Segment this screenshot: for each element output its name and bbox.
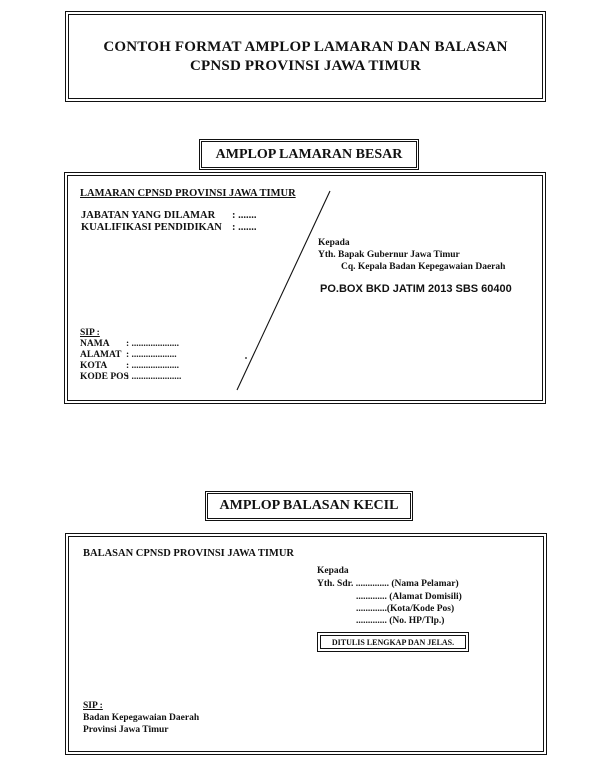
sender-alamat-label: ALAMAT <box>80 350 122 360</box>
sender-kodepos-value: : ..................... <box>126 372 182 382</box>
note-box <box>317 632 469 652</box>
field-kualifikasi-label: KUALIFIKASI PENDIDIKAN <box>81 222 222 233</box>
small-sender-line1: Badan Kepegawaian Daerah <box>83 713 200 723</box>
large-pobox: PO.BOX BKD JATIM 2013 SBS 60400 <box>320 283 512 295</box>
field-kualifikasi-value: : ....... <box>232 222 257 233</box>
title-line-2: CPNSD PROVINSI JAWA TIMUR <box>189 57 421 74</box>
large-recipient-line2: Cq. Kepala Badan Kepegawaian Daerah <box>341 262 506 272</box>
field-jabatan-value: : ....... <box>232 210 257 221</box>
small-recipient-line1: Yth. Sdr. .............. (Nama Pelamar) <box>317 579 459 589</box>
small-recipient-line3: .............(Kota/Kode Pos) <box>356 604 455 614</box>
sender-nama-label: NAMA <box>80 339 110 349</box>
note-text: DITULIS LENGKAP DAN JELAS. <box>331 637 455 647</box>
field-jabatan-label: JABATAN YANG DILAMAR <box>81 210 216 221</box>
sender-kota-value: : .................... <box>126 361 180 371</box>
small-kepada: Kepada <box>317 566 349 576</box>
small-sender-line2: Provinsi Jawa Timur <box>83 725 169 735</box>
small-recipient-line4: ............. (No. HP/Tlp.) <box>356 616 445 626</box>
small-heading: BALASAN CPNSD PROVINSI JAWA TIMUR <box>83 548 295 559</box>
label-amplop-balasan-kecil: AMPLOP BALASAN KECIL <box>205 491 413 521</box>
large-recipient-line1: Yth. Bapak Gubernur Jawa Timur <box>318 250 460 260</box>
small-recipient-line2: ............. (Alamat Domisili) <box>356 592 462 602</box>
sender-alamat-value: : ................... <box>126 350 177 360</box>
large-kepada: Kepada <box>318 238 350 248</box>
sender-nama-value: : .................... <box>126 339 180 349</box>
sender-kodepos-label: KODE POS <box>80 372 129 382</box>
large-heading: LAMARAN CPNSD PROVINSI JAWA TIMUR <box>80 188 296 199</box>
title-line-1: CONTOH FORMAT AMPLOP LAMARAN DAN BALASAN <box>103 38 508 55</box>
small-sender-heading: SIP : <box>83 701 103 711</box>
label-amplop-lamaran-besar: AMPLOP LAMARAN BESAR <box>199 139 419 170</box>
large-sender-heading: SIP : <box>80 328 100 338</box>
sender-kota-label: KOTA <box>80 361 108 371</box>
